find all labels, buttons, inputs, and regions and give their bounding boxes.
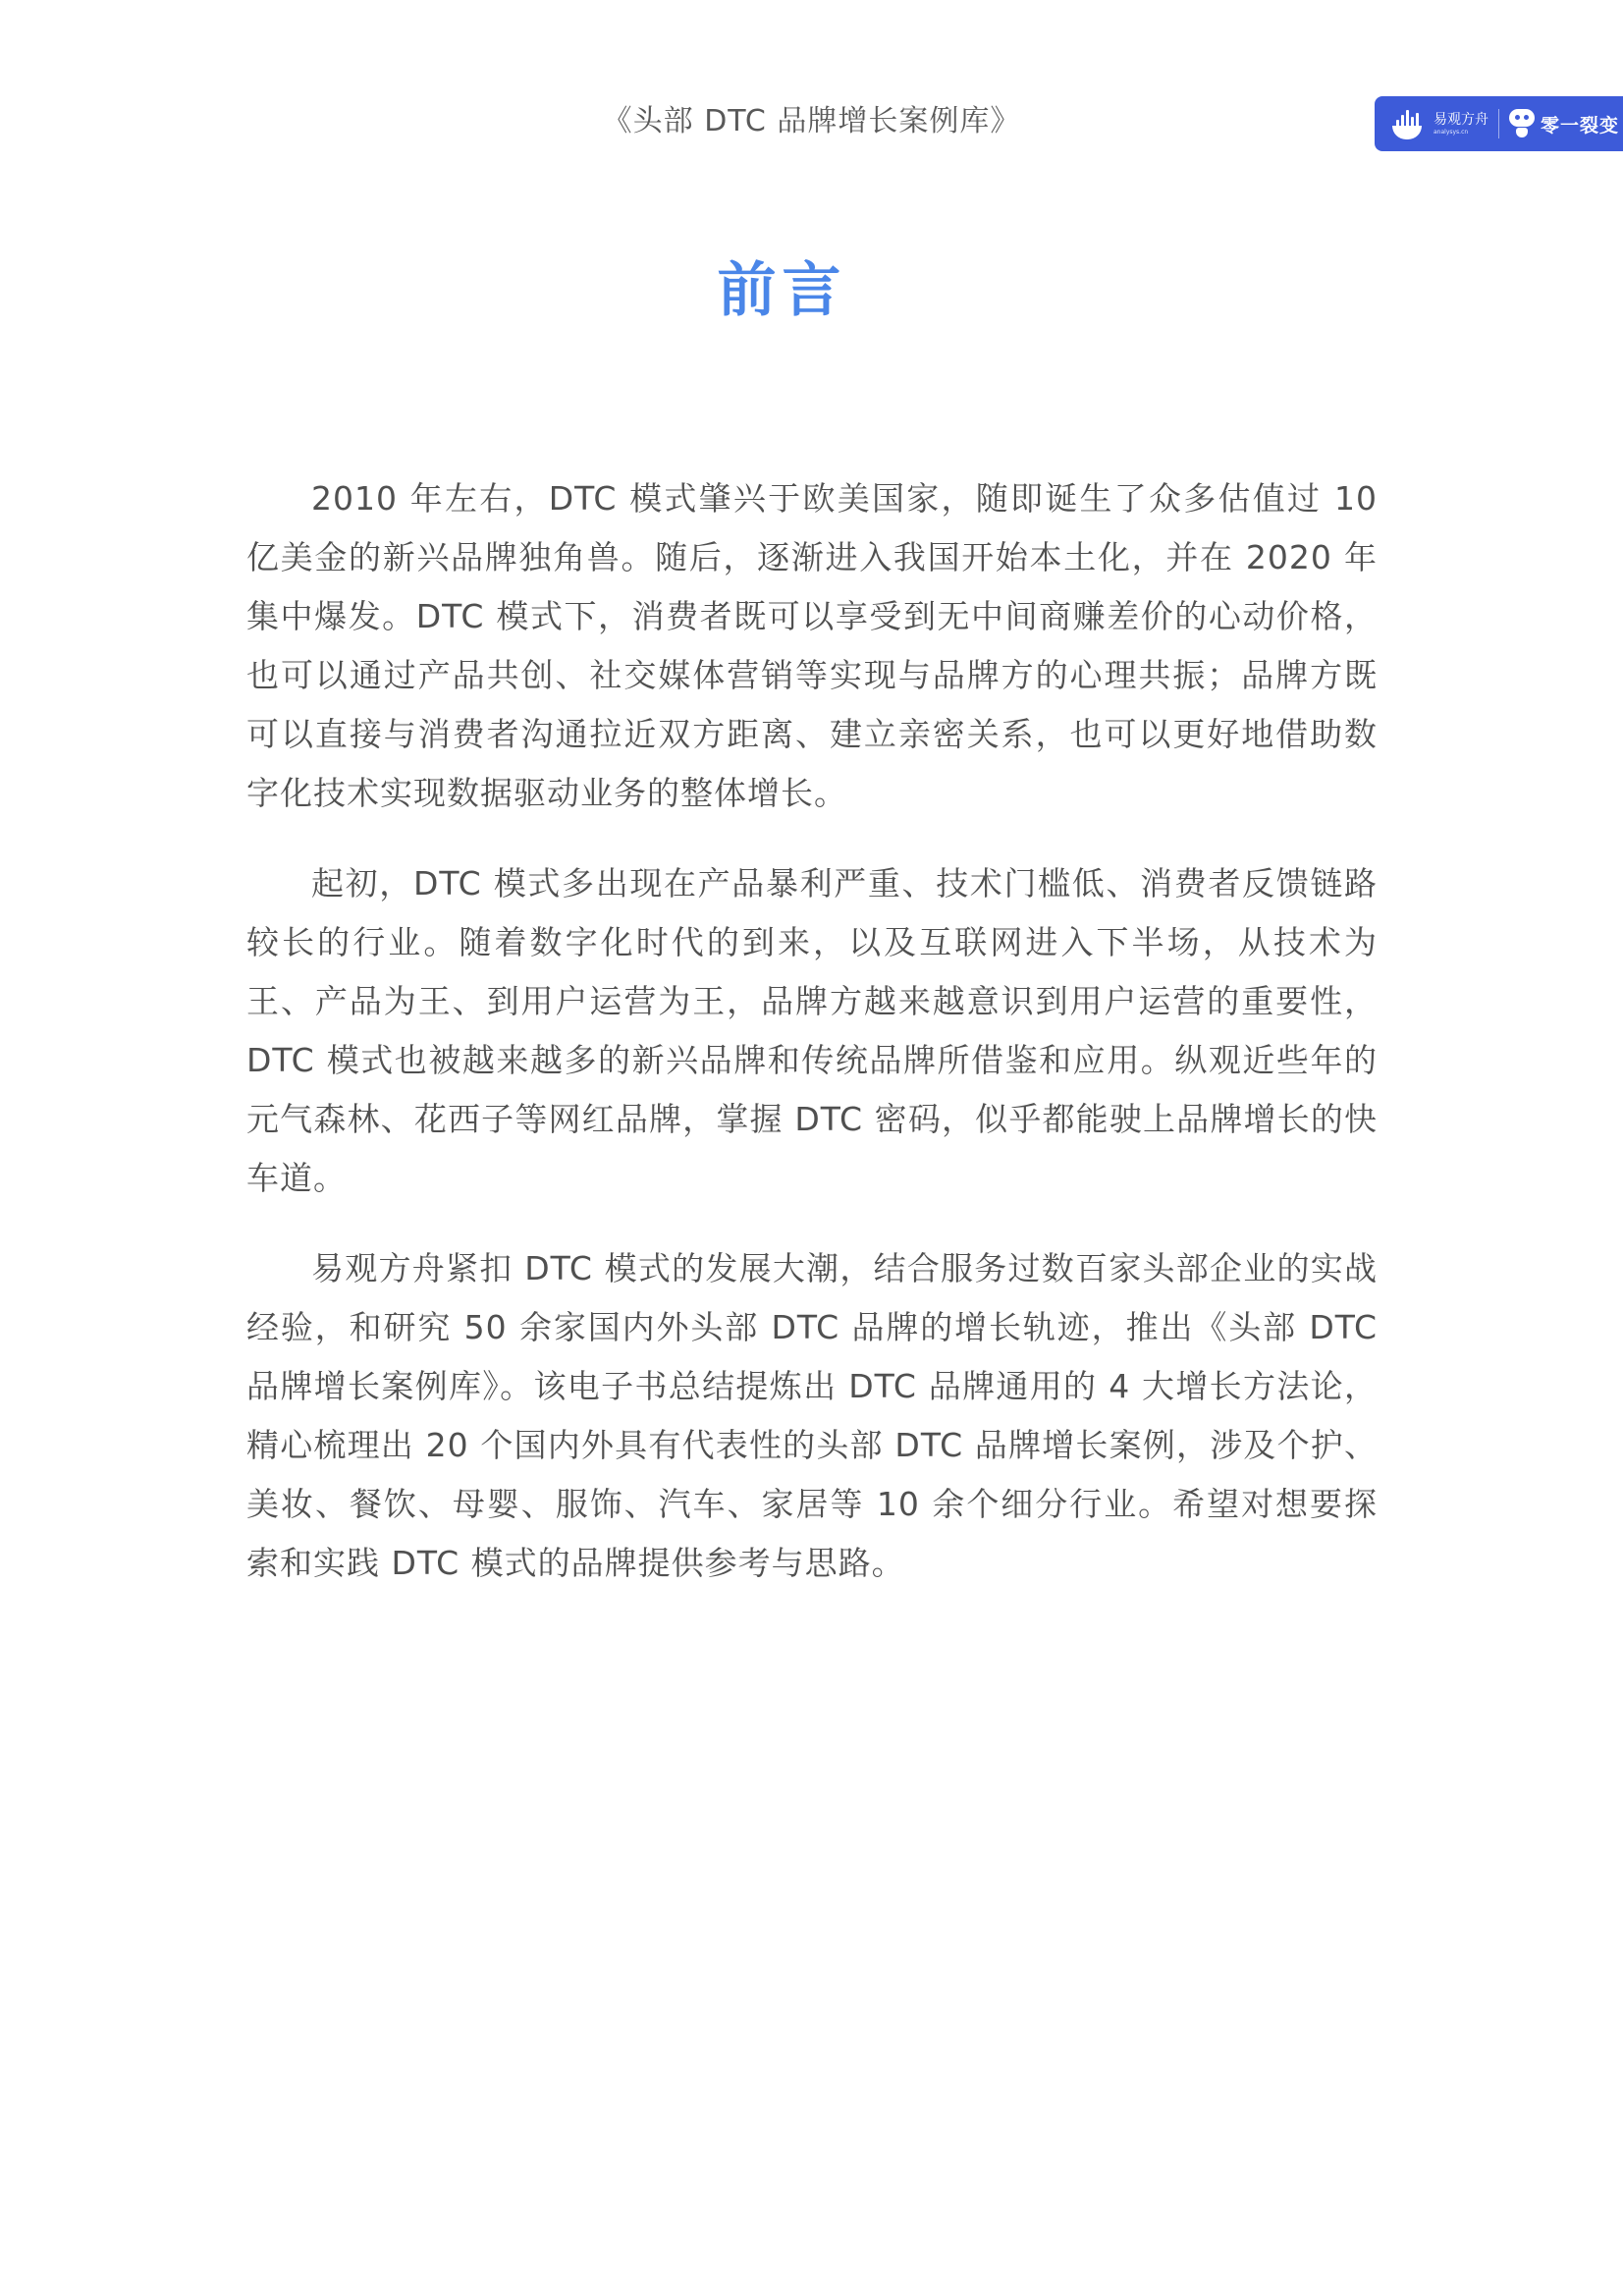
badge-divider — [1498, 109, 1499, 138]
running-header: 《头部 DTC 品牌增长案例库》 — [602, 104, 1021, 138]
data-bowl-icon — [1390, 106, 1426, 141]
lingyi-logo — [1509, 109, 1619, 138]
brand-badge — [1375, 96, 1623, 151]
analysys-logo-name: 易观方舟 — [1434, 111, 1488, 128]
page-title: 前言 — [717, 256, 847, 326]
paragraph: 2010 年左右，DTC 模式肇兴于欧美国家，随即诞生了众多估值过 10 亿美金的新兴品牌独角兽。随后，逐渐进入我国开始本土化，并在 2020 年集中爆发。DTC 模式下，消费者既可以享受到无中间商赚差价的心动价格，也可以通过产品共创、社交媒体营销等实现与品牌方的心理共振；品牌方既可以直接与消费者沟通拉近双方距离、建立亲密关系，也可以更好地借助数字化技术实现数据驱动业务的整体增长。 — [246, 479, 1378, 812]
analysys-logo — [1390, 106, 1498, 141]
paragraph: 起初，DTC 模式多出现在产品暴利严重、技术门槛低、消费者反馈链路较长的行业。随着数字化时代的到来，以及互联网进入下半场，从技术为王、产品为王、到用户运营为王，品牌方越来越意识到用户运营的重要性，DTC 模式也被越来越多的新兴品牌和传统品牌所借鉴和应用。纵观近些年的元气森林、花西子等网红品牌，掌握 DTC 密码，似乎都能驶上品牌增长的快车道。 — [246, 864, 1378, 1197]
lingyi-logo-name: 零一裂变 — [1541, 114, 1620, 137]
paragraph: 易观方舟紧扣 DTC 模式的发展大潮，结合服务过数百家头部企业的实战经验，和研究 50 余家国内外头部 DTC 品牌的增长轨迹，推出《头部 DTC 品牌增长案例库》。该电子书总结提炼出 DTC 品牌通用的 4 大增长方法论，精心梳理出 20 个国内外具有代表性的头部 DTC 品牌增长案例，涉及个护、美妆、餐饮、母婴、服饰、汽车、家居等 10 余个细分行业。希望对想要探索和实践 DTC 模式的品牌提供参考与思路。 — [246, 1249, 1378, 1582]
preface-body — [246, 469, 1378, 1624]
robot-icon — [1509, 109, 1535, 138]
analysys-logo-url: analysys.cn — [1434, 128, 1469, 136]
